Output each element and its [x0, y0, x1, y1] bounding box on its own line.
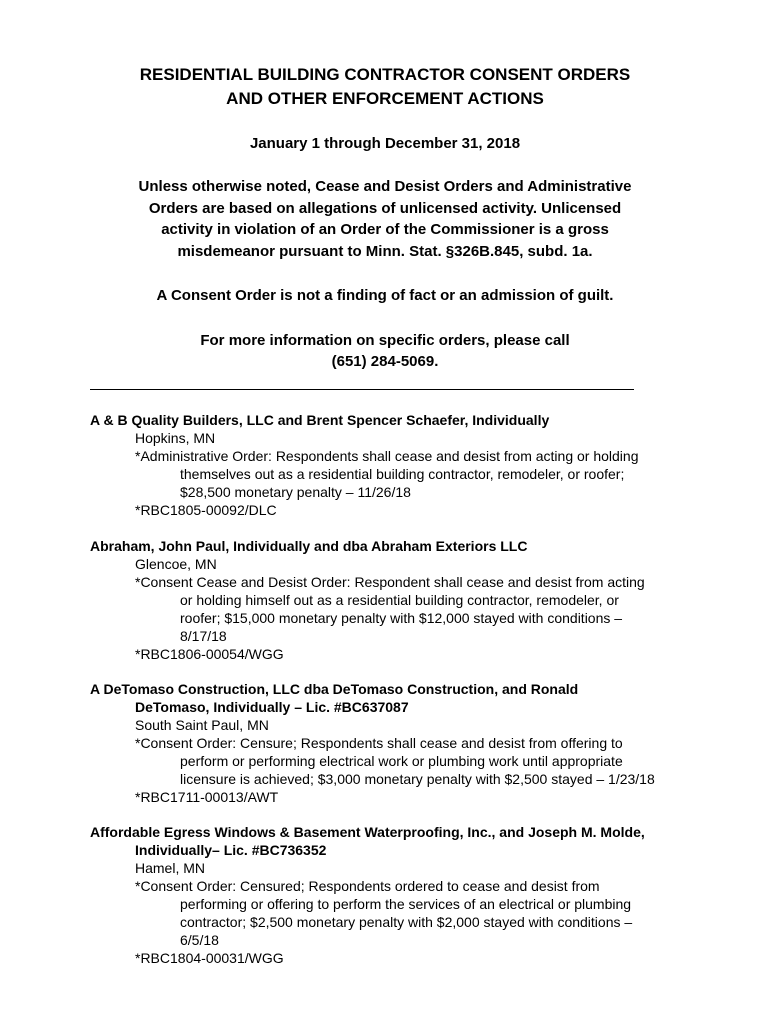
order-description	[90, 734, 710, 788]
respondent-name	[90, 680, 710, 716]
notice-line: activity in violation of an Order of the Commissioner is a gross	[161, 221, 609, 238]
contact-line: For more information on specific orders, please call	[200, 332, 570, 349]
respondent-name-line: DeTomaso, Individually – Lic. #BC637087	[135, 699, 409, 715]
date-range: January 1 through December 31, 2018	[249, 135, 521, 152]
page-title	[60, 63, 710, 111]
order-description	[90, 877, 710, 949]
contact-info	[60, 330, 710, 372]
notice-line: misdemeanor pursuant to Minn. Stat. §326B.845, subd. 1a.	[177, 242, 593, 260]
respondent-name	[90, 537, 710, 555]
consent-order-disclaimer: A Consent Order is not a finding of fact or an admission of guilt.	[156, 287, 614, 304]
order-line: perform or performing electrical work or plumbing work until appropriate	[180, 753, 623, 769]
enforcement-entry	[90, 537, 710, 663]
respondent-location: Glencoe, MN	[135, 556, 217, 572]
respondent-name-line: Abraham, John Paul, Individually and dba Abraham Exteriors LLC	[90, 538, 528, 554]
phone-number: (651) 284-5069.	[331, 353, 439, 370]
order-description	[90, 447, 710, 501]
order-line: themselves out as a residential building contractor, remodeler, or roofer;	[180, 466, 625, 482]
enforcement-entry	[90, 411, 710, 519]
case-reference: *RBC1805-00092/DLC	[135, 502, 277, 518]
title-line-2: AND OTHER ENFORCEMENT ACTIONS	[226, 89, 544, 108]
order-line: 8/17/18	[180, 628, 227, 644]
order-line: *Consent Cease and Desist Order: Respondent shall cease and desist from acting	[135, 574, 645, 590]
notice-line: Orders are based on allegations of unlicensed activity. Unlicensed	[148, 199, 622, 217]
order-line: or holding himself out as a residential building contractor, remodeler, or	[180, 592, 619, 608]
order-line: $28,500 monetary penalty – 11/26/18	[180, 484, 411, 500]
case-reference: *RBC1806-00054/WGG	[135, 646, 284, 662]
respondent-name-line: A DeTomaso Construction, LLC dba DeTomaso Construction, and Ronald	[90, 681, 579, 697]
respondent-location: South Saint Paul, MN	[135, 717, 269, 733]
order-line: roofer; $15,000 monetary penalty with $12,000 stayed with conditions –	[180, 610, 623, 626]
respondent-location: Hamel, MN	[135, 860, 206, 876]
order-line: 6/5/18	[180, 932, 219, 948]
enforcement-entry	[90, 823, 710, 967]
order-line: *Consent Order: Censured; Respondents ordered to cease and desist from	[135, 878, 600, 894]
enforcement-entry	[90, 680, 710, 806]
case-reference: *RBC1804-00031/WGG	[135, 950, 284, 966]
order-line: *Consent Order: Censure; Respondents shall cease and desist from offering to	[135, 735, 623, 751]
order-description	[90, 573, 710, 645]
respondent-name	[90, 411, 710, 429]
respondent-name	[90, 823, 710, 859]
notice-line: Unless otherwise noted, Cease and Desist Orders and Administrative	[138, 178, 632, 195]
respondent-location: Hopkins, MN	[135, 430, 216, 446]
unlicensed-activity-notice	[85, 176, 685, 262]
respondent-name-line: Individually– Lic. #BC736352	[135, 842, 327, 858]
respondent-name-line: Affordable Egress Windows & Basement Waterproofing, Inc., and Joseph M. Molde,	[90, 824, 645, 840]
order-line: licensure is achieved; $3,000 monetary penalty with $2,500 stayed – 1/23/18	[180, 771, 655, 787]
order-line: performing or offering to perform the services of an electrical or plumbing	[180, 896, 632, 912]
section-divider	[90, 389, 634, 390]
case-reference: *RBC1711-00013/AWT	[135, 789, 279, 805]
title-line-1: RESIDENTIAL BUILDING CONTRACTOR CONSENT ORDERS	[139, 65, 631, 84]
order-line: *Administrative Order: Respondents shall cease and desist from acting or holding	[135, 448, 639, 464]
respondent-name-line: A & B Quality Builders, LLC and Brent Spencer Schaefer, Individually	[90, 412, 550, 428]
order-line: contractor; $2,500 monetary penalty with $2,000 stayed with conditions –	[180, 914, 633, 930]
